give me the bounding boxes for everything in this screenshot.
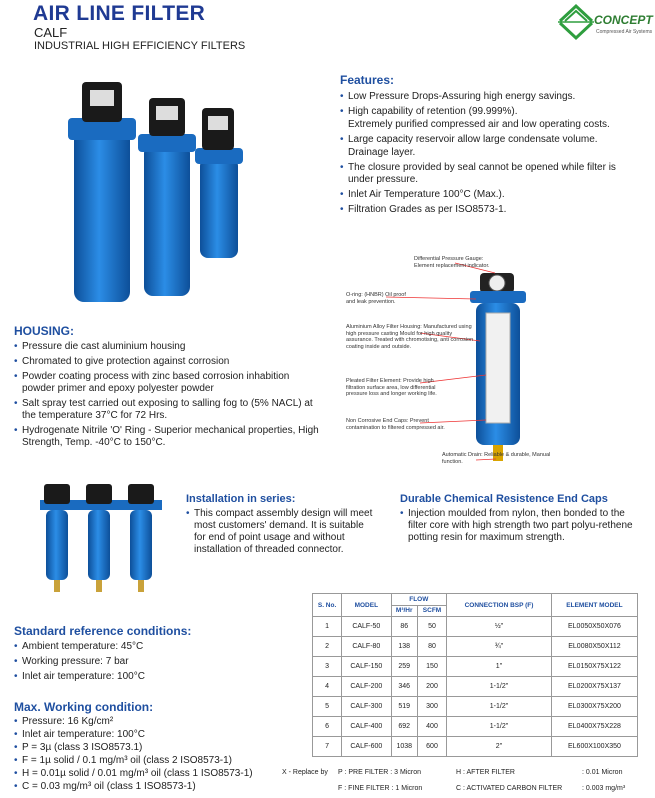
table-row [313, 637, 638, 657]
cell-element-model: EL600X100X350 [551, 737, 637, 757]
durable-endcaps-section [400, 493, 640, 547]
cell-element-model: EL0200X75X137 [551, 677, 637, 697]
standard-conditions-section [14, 624, 274, 686]
cell-sno: 5 [313, 697, 342, 717]
diagram-label-housing: Aluminium Alloy Filter Housing: Manufactured using high pressure casting Mould for high quality assurance. Treated with chromotising, anti corrosion coating inside and outside. [346, 324, 474, 350]
cell-sno: 3 [313, 657, 342, 677]
cell-connection: ½" [447, 617, 552, 637]
diagram-label-endcaps: Non Corrosive End Caps: Prevent contamination to filtered compressed air. [346, 418, 445, 431]
housing-item: • Hydrogenate Nitrile 'O' Ring - Superior mechanical properties, High Strength, Temp. -40°C to 150°C. [14, 425, 319, 449]
feature-item: • Large capacity reservoir allow large condensate volume. [340, 134, 640, 146]
col-header-scfm: SCFM [417, 605, 446, 617]
cell-element-model: EL0050X50X076 [551, 617, 637, 637]
max-working-item: • Pressure: 16 Kg/cm² [14, 716, 284, 728]
cell-flow-scfm: 300 [417, 697, 446, 717]
feature-item: • The closure provided by seal cannot be opened while filter is under pressure. [340, 162, 640, 186]
concept-logo [556, 0, 654, 42]
logo-tagline: Compressed Air Systems [596, 29, 653, 35]
diagram-label-gauge: Differential Pressure Gauge: Element replacement indicator. [414, 256, 490, 269]
feature-item: • High capability of retention (99.999%). [340, 106, 640, 118]
col-header-m3hr: M³/Hr [391, 605, 417, 617]
table-row [313, 677, 638, 697]
cell-flow-m3hr: 138 [391, 637, 417, 657]
durable-heading: Durable Chemical Resistence End Caps [400, 493, 608, 505]
standard-item: • Ambient temperature: 45°C [14, 641, 274, 653]
cell-model: CALF-600 [342, 737, 391, 757]
cell-model: CALF-300 [342, 697, 391, 717]
col-header-flow: FLOW [391, 594, 447, 606]
max-working-item: • P = 3µ (class 3 ISO8573.1) [14, 742, 284, 754]
cell-flow-m3hr: 519 [391, 697, 417, 717]
cell-connection: 1-1/2" [447, 717, 552, 737]
cell-flow-scfm: 80 [417, 637, 446, 657]
cell-connection: 1-1/2" [447, 697, 552, 717]
table-row [313, 717, 638, 737]
cell-connection: 1" [447, 657, 552, 677]
logo-mark-icon [556, 0, 596, 42]
spec-table [312, 593, 638, 757]
feature-item: • Low Pressure Drops-Assuring high energy savings. [340, 91, 640, 103]
housing-heading: HOUSING: [14, 324, 74, 338]
diagram-label-oring: O-ring: (HNBR) Oil proof and leak prevention. [346, 292, 406, 305]
col-header-model: MODEL [342, 594, 391, 617]
table-row [313, 657, 638, 677]
durable-item: • Injection moulded from nylon, then bonded to the filter core with high strength two part polyu-rethene potting resin for maximum strength. [400, 508, 640, 544]
cell-sno: 2 [313, 637, 342, 657]
installation-section [186, 493, 376, 559]
max-working-item: • H = 0.01µ solid / 0.01 mg/m³ oil (class 1 ISO8573-1) [14, 768, 284, 780]
footnote-replace: X - Replace by [282, 769, 328, 776]
max-working-item: • Inlet air temperature: 100°C [14, 729, 284, 741]
cell-connection: 2" [447, 737, 552, 757]
logo-text: CONCEPT [594, 13, 653, 27]
cell-model: CALF-50 [342, 617, 391, 637]
cell-flow-scfm: 150 [417, 657, 446, 677]
cell-flow-scfm: 400 [417, 717, 446, 737]
installation-heading: Installation in series: [186, 493, 296, 505]
housing-item: • Chromated to give protection against corrosion [14, 356, 319, 368]
standard-item: • Inlet air temperature: 100°C [14, 671, 274, 683]
col-header-sno: S. No. [313, 594, 342, 617]
cell-flow-m3hr: 86 [391, 617, 417, 637]
cell-flow-scfm: 50 [417, 617, 446, 637]
cell-model: CALF-80 [342, 637, 391, 657]
col-header-connection: CONNECTION BSP (F) [447, 594, 552, 617]
page-title: AIR LINE FILTER [33, 2, 206, 25]
cell-flow-m3hr: 692 [391, 717, 417, 737]
housing-item: • Powder coating process with zinc based corrosion inhabition powder primer and epoxy polyester powder [14, 371, 319, 395]
features-section [340, 73, 640, 219]
max-working-item: • F = 1µ solid / 0.1 mg/m³ oil (class 2 ISO8573-1) [14, 755, 284, 767]
filter-cutaway-diagram [300, 255, 530, 475]
cell-model: CALF-150 [342, 657, 391, 677]
features-heading: Features: [340, 73, 395, 87]
col-header-element: ELEMENT MODEL [551, 594, 637, 617]
series-installation-image [36, 480, 166, 598]
max-working-heading: Max. Working condition: [14, 700, 154, 714]
cell-model: CALF-400 [342, 717, 391, 737]
feature-note: Extremely purified compressed air and low operating costs. [348, 119, 610, 130]
diagram-label-drain: Automatic Drain: Reliable & durable, Manual function. [442, 452, 551, 465]
table-row [313, 737, 638, 757]
cell-sno: 7 [313, 737, 342, 757]
cell-flow-scfm: 200 [417, 677, 446, 697]
footnote-after-filter-value: : 0.01 Micron [582, 769, 623, 776]
cell-flow-scfm: 600 [417, 737, 446, 757]
housing-item: • Pressure die cast aluminium housing [14, 341, 319, 353]
diagram-label-element: Pleated Filter Element: Provide high filtration surface area, low differential pressure loss and longer working life. [346, 378, 437, 397]
cell-flow-m3hr: 1038 [391, 737, 417, 757]
cell-sno: 6 [313, 717, 342, 737]
footnote-pre-filter: P : PRE FILTER : 3 Micron [338, 769, 421, 776]
table-row [313, 697, 638, 717]
cell-flow-m3hr: 346 [391, 677, 417, 697]
cell-connection: ¾" [447, 637, 552, 657]
housing-item: • Salt spray test carried out exposing to salling fog to (5% NACL) at the temperature 37°C for 72 Hrs. [14, 398, 319, 422]
standard-item: • Working pressure: 7 bar [14, 656, 274, 668]
cell-model: CALF-200 [342, 677, 391, 697]
footnote-carbon-filter: C : ACTIVATED CARBON FILTER [456, 785, 563, 792]
max-working-item: • C = 0.03 mg/m³ oil (class 1 ISO8573-1) [14, 781, 284, 793]
cell-sno: 1 [313, 617, 342, 637]
cell-element-model: EL0300X75X200 [551, 697, 637, 717]
cell-flow-m3hr: 259 [391, 657, 417, 677]
footnote-after-filter: H : AFTER FILTER [456, 769, 515, 776]
standard-heading: Standard reference conditions: [14, 624, 192, 638]
page-tagline: INDUSTRIAL HIGH EFFICIENCY FILTERS [34, 40, 246, 52]
table-row [313, 617, 638, 637]
cell-element-model: EL0400X75X228 [551, 717, 637, 737]
max-working-section [14, 700, 284, 794]
feature-item: • Inlet Air Temperature 100°C (Max.). [340, 189, 640, 201]
footnote-carbon-filter-value: : 0.003 mg/m³ [582, 785, 626, 792]
installation-item: • This compact assembly design will meet most customers' demand. It is suitable for end of point usage and without installation of threaded connector. [186, 508, 376, 556]
housing-section [14, 324, 319, 452]
cell-element-model: EL0080X50X112 [551, 637, 637, 657]
feature-item: • Filtration Grades as per ISO8573-1. [340, 204, 640, 216]
product-code: CALF [34, 25, 68, 40]
cell-sno: 4 [313, 677, 342, 697]
cell-element-model: EL0150X75X122 [551, 657, 637, 677]
cell-connection: 1-1/2" [447, 677, 552, 697]
feature-note: Drainage layer. [348, 147, 416, 158]
footnote-fine-filter: F : FINE FILTER : 1 Micron [338, 785, 423, 792]
filters-product-image [60, 78, 250, 304]
